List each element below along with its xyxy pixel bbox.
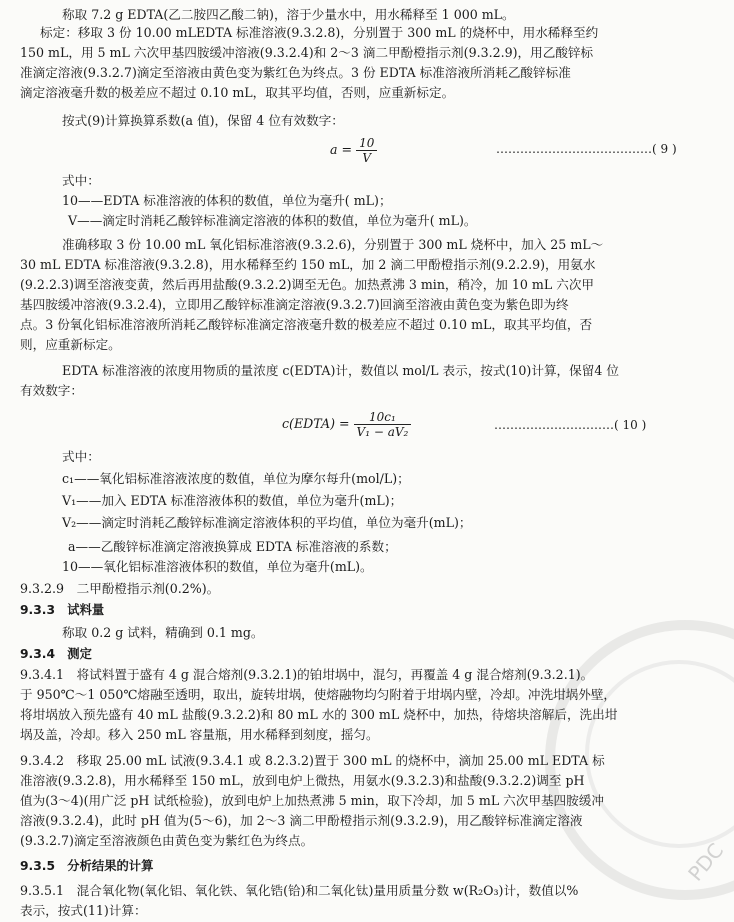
formula-lhs: c(EDTA) =: [282, 416, 350, 431]
text-line: 称取 0.2 g 试料，精确到 0.1 mg。: [62, 625, 264, 640]
text-line: 准滴定溶液(9.3.2.7)滴定至溶液由黄色变为紫红色为终点。3 份 EDTA 标准溶液所消耗乙酸锌标准: [20, 65, 571, 80]
formula-9: [330, 136, 377, 165]
text-line: 滴定溶液毫升数的极差应不超过 0.10 mL，取其平均值，否则，应重新标定。: [20, 85, 455, 100]
definition: V₁——加入 EDTA 标准溶液体积的数值，单位为毫升(mL)；: [62, 493, 403, 508]
text-line: 9.3.4.1 将试料置于盛有 4 g 混合熔剂(9.3.2.1)的铂坩埚中，混匀，再覆盖 4 g 混合熔剂(9.3.2.1)。: [20, 667, 594, 682]
text-line: 30 mL EDTA 标准溶液(9.3.2.8)，用水稀释至约 150 mL，加 2 滴二甲酚橙指示剂(9.2.2.9)，用氨水: [20, 257, 596, 272]
text-line: 标定：移取 3 份 10.00 mLEDTA 标准溶液(9.3.2.8)，分别置于 300 mL 的烧杯中，用水稀释至约: [40, 25, 599, 40]
where-label: 式中：: [62, 173, 100, 188]
text-line: 称取 7.2 g EDTA(乙二胺四乙酸二钠)，溶于少量水中，用水稀释至 1 000 mL。: [62, 7, 515, 22]
text-line: 150 mL，用 5 mL 六次甲基四胺缓冲溶液(9.3.2.4)和 2～3 滴二甲酚橙指示剂(9.3.2.9)，用乙酸锌标: [20, 45, 594, 60]
equation-number: …………………………………( 9 ): [496, 142, 677, 156]
text-line: 则，应重新标定。: [20, 337, 121, 352]
text-line: 点。3 份氧化铝标准溶液所消耗乙酸锌标准滴定溶液毫升数的极差应不超过 0.10 mL，取其平均值，否: [20, 317, 593, 332]
text-line: 将坩埚放入预先盛有 40 mL 盐酸(9.3.2.2)和 80 mL 水的 300 mL 烧杯中，加热，待熔块溶解后，洗出坩: [20, 707, 618, 722]
numerator: 10: [356, 136, 377, 151]
heading-9-3-5: 9.3.5 分析结果的计算: [20, 859, 154, 873]
text-line: 按式(9)计算换算系数(a 值)，保留 4 位有效数字：: [62, 113, 344, 128]
formula-10: [282, 410, 411, 439]
text-line: 于 950℃～1 050℃熔融至透明，取出，旋转坩埚，使熔融物均匀附着于坩埚内壁，冷却。冲洗坩埚外壁，: [20, 687, 617, 702]
text-line: 基四胺缓冲溶液(9.3.2.4)，立即用乙酸锌标准滴定溶液(9.3.2.7)回滴至溶液由黄色变为紫色即为终: [20, 297, 569, 312]
fraction: [356, 136, 377, 165]
heading-9-3-4: 9.3.4 测定: [20, 647, 92, 661]
text-line: 表示，按式(11)计算：: [20, 903, 147, 918]
text-line: 埚及盖，冷却。移入 250 mL 容量瓶，用水稀释到刻度，摇匀。: [20, 727, 379, 742]
where-label: 式中：: [62, 449, 100, 464]
text-line: 溶液(9.3.2.4)，此时 pH 值为(5～6)，加 2～3 滴二甲酚橙指示剂(9.3.2.9)，用乙酸锌标准滴定溶液: [20, 813, 583, 828]
watermark-text: PDC: [683, 838, 729, 886]
text-line: (9.3.2.7)滴定至溶液颜色由黄色变为紫红色为终点。: [20, 833, 314, 848]
text-line: 值为(3～4)(用广泛 pH 试纸检验)，放到电炉上加热煮沸 5 min，取下冷却，加 5 mL 六次甲基四胺缓冲: [20, 793, 604, 808]
definition: 10——EDTA 标准溶液的体积的数值，单位为毫升( mL)；: [62, 193, 392, 208]
clause-9-3-2-9: 9.3.2.9 二甲酚橙指示剂(0.2%)。: [20, 581, 220, 596]
text-line: 9.3.4.2 移取 25.00 mL 试液(9.3.4.1 或 8.2.3.2)置于 300 mL 的烧杯中，滴加 25.00 mL EDTA 标: [20, 753, 605, 768]
denominator: V: [362, 151, 372, 165]
fraction: [354, 410, 412, 439]
text-line: 准确移取 3 份 10.00 mL 氧化铝标准溶液(9.3.2.6)，分别置于 300 mL 烧杯中，加入 25 mL～: [62, 237, 604, 252]
definition: V₂——滴定时消耗乙酸锌标准滴定溶液体积的平均值，单位为毫升(mL)；: [62, 515, 472, 530]
text-line: EDTA 标准溶液的浓度用物质的量浓度 c(EDTA)计，数值以 mol/L 表示，按式(10)计算，保留4 位: [62, 363, 619, 378]
formula-lhs: a =: [330, 142, 353, 157]
denominator: V₁ − aV₂: [356, 425, 409, 439]
text-line: (9.2.2.3)调至溶液变黄，然后再用盐酸(9.3.2.2)调至无色。加热煮沸 3 min，稍冷，加 10 mL 六次甲: [20, 277, 595, 292]
numerator: 10c₁: [354, 410, 412, 425]
definition: a——乙酸锌标准滴定溶液换算成 EDTA 标准溶液的系数；: [68, 539, 397, 554]
text-line: 9.3.5.1 混合氧化物(氧化铝、氧化铁、氧化锆(铪)和二氧化钛)量用质量分数 w(R₂O₃)计，数值以%: [20, 883, 579, 898]
text-line: 准溶液(9.3.2.8)，用水稀释至 150 mL，放到电炉上微热，用氨水(9.3.2.3)和盐酸(9.3.2.2)调至 pH: [20, 773, 585, 788]
heading-9-3-3: 9.3.3 试料量: [20, 603, 105, 617]
definition: c₁——氧化铝标准溶液浓度的数值，单位为摩尔每升(mol/L)；: [62, 471, 410, 486]
equation-number: …………………………( 10 ): [494, 418, 647, 432]
definition: V——滴定时消耗乙酸锌标准滴定溶液的体积的数值，单位为毫升( mL)。: [68, 213, 477, 228]
definition: 10——氧化铝标准溶液体积的数值，单位为毫升(mL)。: [62, 559, 373, 574]
text-line: 有效数字：: [20, 383, 83, 398]
